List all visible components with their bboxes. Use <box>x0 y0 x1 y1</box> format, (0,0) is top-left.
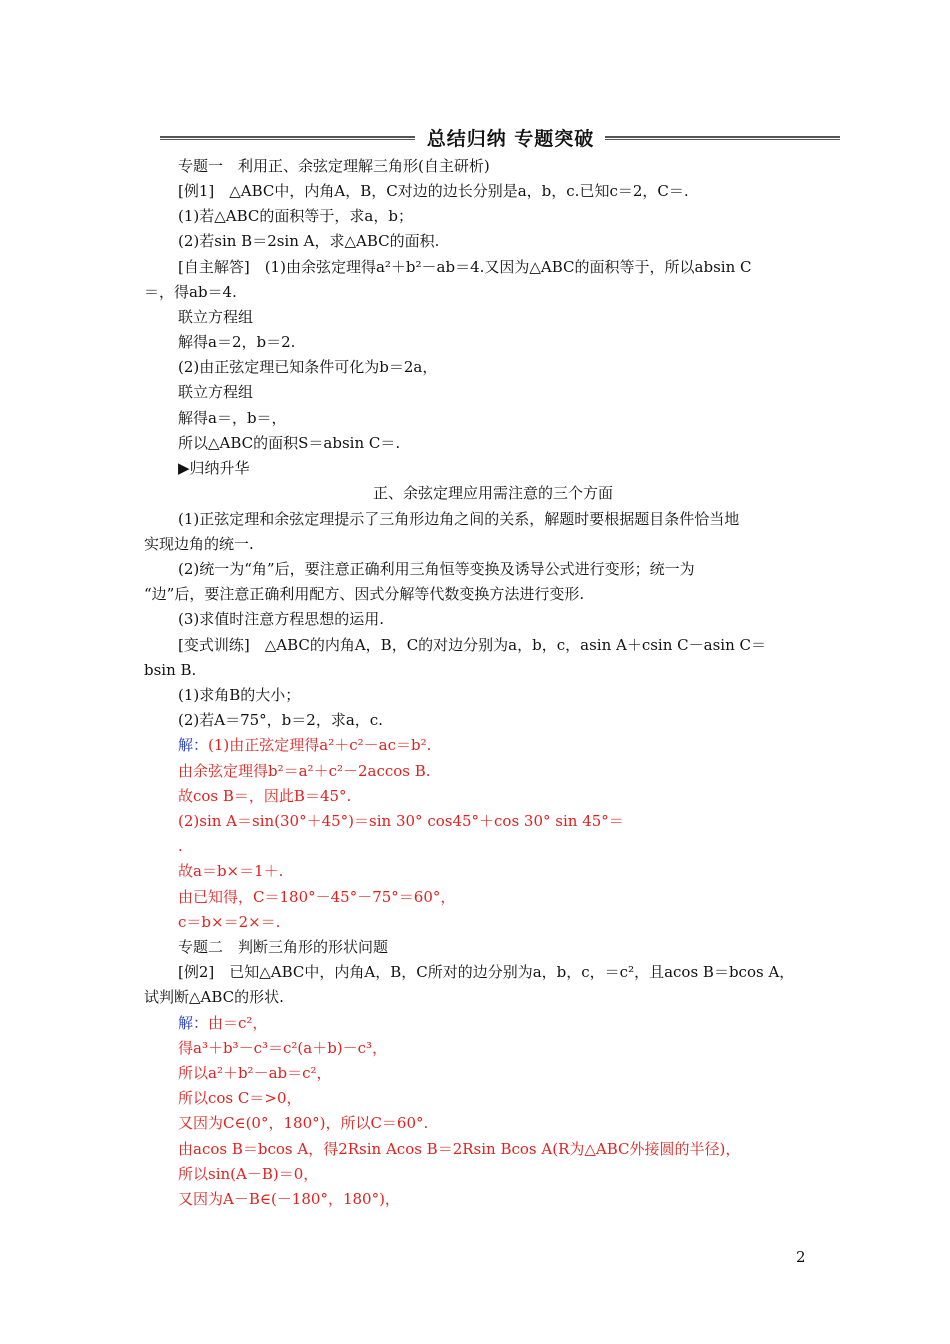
answer-line: 解：(1)由正弦定理得a²＋c²－ac＝b². <box>178 736 432 754</box>
solution-line: 解得a＝2，b＝2. <box>178 333 296 351</box>
answer-line: 所以sin(A－B)＝0， <box>178 1165 319 1183</box>
section-header <box>160 124 840 150</box>
summary-heading: 正、余弦定理应用需注意的三个方面 <box>372 484 613 502</box>
header-rule-right-thin <box>605 139 840 140</box>
solution-line: 所以△ABC的面积S＝absin C＝. <box>178 434 401 452</box>
example-2-statement: [例2] 已知△ABC中，内角A，B，C所对的边分别为a，b，c，＝c²，且acos B＝bcos A， <box>178 963 795 981</box>
answer-line: 由acos B＝bcos A，得2Rsin Acos B＝2Rsin Bcos A(R为△ABC外接圆的半径)， <box>178 1140 741 1158</box>
solution-line: ＝，得ab＝4. <box>144 283 237 301</box>
summary-point: 实现边角的统一. <box>144 535 254 553</box>
answer-line: 解：由＝c²， <box>178 1014 268 1032</box>
answer-line: 得a³＋b³－c³＝c²(a＋b)－c³， <box>178 1039 388 1057</box>
variant-part-1: (1)求角B的大小； <box>178 686 301 704</box>
example-1-statement: [例1] △ABC中，内角A，B，C对边的边长分别是a，b，c.已知c＝2，C＝. <box>178 182 689 200</box>
solution-line: 联立方程组 <box>178 308 254 326</box>
page-number: 2 <box>796 1248 806 1266</box>
answer-line: 故cos B＝，因此B＝45°. <box>178 787 352 805</box>
variant-part-2: (2)若A＝75°，b＝2，求a，c. <box>178 711 383 729</box>
answer-line: 由余弦定理得b²＝a²＋c²－2accos B. <box>178 762 431 780</box>
example-2-statement: 试判断△ABC的形状. <box>144 988 284 1006</box>
solution-line: 解得a＝，b＝， <box>178 409 287 427</box>
header-rule-right <box>605 136 840 138</box>
example-1-part-1: (1)若△ABC的面积等于，求a，b； <box>178 207 413 225</box>
solution-line: (2)由正弦定理已知条件可化为b＝2a， <box>178 358 438 376</box>
summary-point: (1)正弦定理和余弦定理提示了三角形边角之间的关系，解题时要根据题目条件恰当地 <box>178 510 740 528</box>
summary-point: (3)求值时注意方程思想的运用. <box>178 610 385 628</box>
answer-line: 所以cos C＝>0， <box>178 1089 302 1107</box>
summary-point: (2)统一为“角”后，要注意正确利用三角恒等变换及诱导公式进行变形；统一为 <box>178 560 695 578</box>
solution-line: 联立方程组 <box>178 383 254 401</box>
summary-point: “边”后，要注意正确利用配方、因式分解等代数变换方法进行变形. <box>144 585 585 603</box>
answer-line: 故a＝b×＝1＋. <box>178 862 284 880</box>
answer-line: 又因为A－B∈(－180°，180°)， <box>178 1190 400 1208</box>
header-rule-left <box>160 136 415 138</box>
answer-line: . <box>178 837 183 855</box>
variant-exercise: bsin B. <box>144 661 197 679</box>
variant-exercise: [变式训练] △ABC的内角A，B，C的对边分别为a，b，c，asin A＋csin C－asin C＝ <box>178 636 766 654</box>
example-1-part-2: (2)若sin B＝2sin A，求△ABC的面积. <box>178 232 440 250</box>
header-rule-left-thin <box>160 139 415 140</box>
answer-line: 所以a²＋b²－ab＝c²， <box>178 1064 332 1082</box>
answer-line: c＝b×＝2×＝. <box>178 913 281 931</box>
answer-line: 又因为C∈(0°，180°)，所以C＝60°. <box>178 1114 429 1132</box>
solution-line: [自主解答] (1)由余弦定理得a²＋b²－ab＝4.又因为△ABC的面积等于，所以absin C <box>178 258 752 276</box>
answer-prefix: 解： <box>178 1014 209 1032</box>
summary-label: ▶归纳升华 <box>178 459 250 477</box>
section-title: 总结归纳 专题突破 <box>426 128 595 150</box>
answer-line: 由已知得，C＝180°－45°－75°＝60°， <box>178 888 456 906</box>
topic-1-heading: 专题一 利用正、余弦定理解三角形(自主研析) <box>178 157 490 175</box>
topic-2-heading: 专题二 判断三角形的形状问题 <box>178 938 389 956</box>
answer-prefix: 解： <box>178 736 209 754</box>
answer-line: (2)sin A＝sin(30°＋45°)＝sin 30° cos45°＋cos 30° sin 45°＝ <box>178 812 624 830</box>
